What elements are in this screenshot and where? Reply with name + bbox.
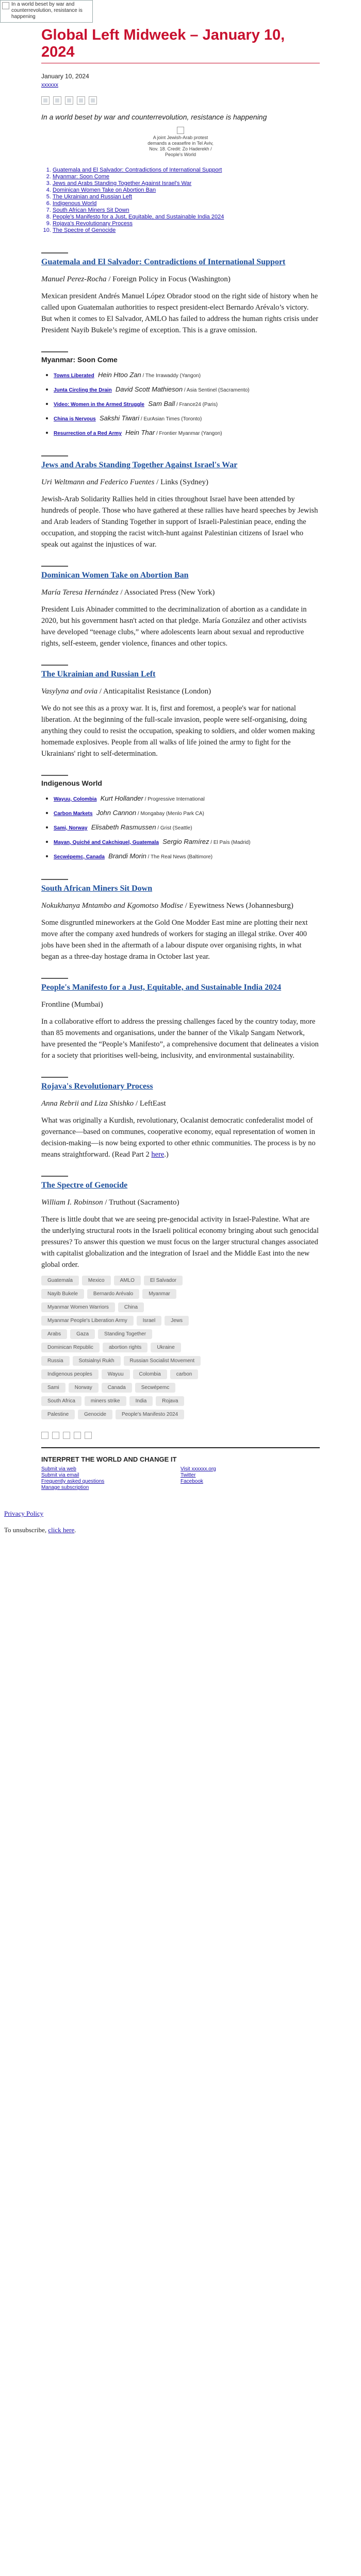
hero-image: [147, 127, 214, 158]
article-body: There is little doubt that we are seeing pre-genocidal activity in Israel-Palestine. What are the underlying structural roots in the Israeli political economy bringing about such genocidal pressures? To answer this question we must focus on the larger structural changes associated with capitalist globalization and the integration of Israel and the Middle East into the new global order.: [41, 1215, 319, 1269]
article-body: Jewish-Arab Solidarity Rallies held in cities throughout Israel have been attended by hundreds of people. Those who have gathered at these rallies have heard speeches by Jewish and Arab leaders of Standing Together in support of Israeli-Palestinian peace, ending the occupation, and stopping the racist witch-hunt against Palestinian citizens of Israel who speak out against the injustices of war.: [41, 495, 318, 549]
tag-chip[interactable]: Russian Socialist Movement: [124, 1356, 201, 1366]
article-byline: [41, 901, 320, 911]
tag-chip[interactable]: Canada: [102, 1383, 132, 1393]
item-link[interactable]: Video: Women in the Armed Struggle: [54, 402, 144, 408]
intro-text: In a world beset by war and counterrevolution, resistance is happening: [41, 113, 267, 121]
unsubscribe-tail: .: [74, 1526, 76, 1534]
item-source: / The Real News (Baltimore): [146, 854, 213, 860]
email-icon[interactable]: [74, 1432, 81, 1439]
byline-source: / Anticapitalist Resistance (London): [97, 687, 211, 696]
item-source: / EurAsian Times (Toronto): [139, 416, 202, 422]
section-divider: [41, 879, 68, 880]
tag-chip[interactable]: Russia: [41, 1356, 70, 1366]
tag-chip[interactable]: Ukraine: [151, 1343, 180, 1352]
article-byline: [41, 1197, 320, 1208]
section-divider: [41, 566, 68, 567]
footer-link[interactable]: Submit via web: [41, 1466, 76, 1472]
tag-chip[interactable]: Myanmar Women Warriors: [41, 1302, 115, 1312]
item-source: / Mongabay (Menlo Park CA): [136, 811, 204, 817]
section-divider: [41, 665, 68, 666]
tag-chip[interactable]: People's Manifesto 2024: [116, 1410, 184, 1419]
article-byline: [41, 1098, 320, 1109]
newsletter-body: [41, 0, 320, 1439]
byline-authors: Anna Rebrii and Liza Shishko: [41, 1099, 134, 1108]
unsubscribe-text: To unsubscribe,: [4, 1526, 48, 1534]
article-title[interactable]: Dominican Women Take on Abortion Ban: [41, 571, 189, 580]
toc-link[interactable]: Dominican Women Take on Abortion Ban: [53, 187, 156, 193]
broken-image-icon: [177, 127, 184, 134]
page-footer: [0, 1501, 361, 1550]
item-source: / Grist (Seattle): [156, 825, 192, 831]
byline-authors: Vasylyna and ovia: [41, 687, 98, 696]
article-title[interactable]: The Spectre of Genocide: [41, 1181, 128, 1190]
tag-chip[interactable]: Nayib Bukele: [41, 1289, 84, 1299]
item-source: / France24 (Paris): [175, 402, 218, 408]
tag-chip[interactable]: India: [129, 1396, 153, 1406]
hero-caption: A joint Jewish-Arab protest demands a ceasefire in Tel Aviv, Nov. 18. Credit: Zo Haderekh / People's World: [147, 135, 214, 157]
list-item: [54, 414, 320, 423]
tag-chip[interactable]: miners strike: [85, 1396, 126, 1406]
article-title[interactable]: Guatemala and El Salvador: Contradictions of International Support: [41, 258, 286, 266]
item-link[interactable]: Sami, Norway: [54, 825, 88, 831]
list-item: [54, 400, 320, 409]
toc-link[interactable]: People's Manifesto for a Just, Equitable, and Sustainable India 2024: [53, 214, 224, 220]
byline-authors: Nokukhanya Mntambo and Kgomotso Modise: [41, 902, 183, 910]
tag-chip[interactable]: Dominican Republic: [41, 1343, 100, 1352]
toc-link[interactable]: Indigenous World: [53, 200, 97, 207]
list-item: [54, 371, 320, 380]
tag-chip[interactable]: Myanmar People's Liberation Army: [41, 1316, 134, 1326]
article-title[interactable]: Jews and Arabs Standing Together Against Israel's War: [41, 461, 238, 469]
tag-chip[interactable]: Indigenous peoples: [41, 1369, 99, 1379]
body-text: What was originally a Kurdish, revolutionary, Ocalanist democratic confederalist model of governance—based on communes, cooperative economy, equal representation of women in decision-making—is now being exported to other ethnic communities. The process is by no means straightforward. (Read Part 2: [41, 1116, 316, 1159]
footer-link[interactable]: Submit via email: [41, 1472, 79, 1478]
body-tail: .): [164, 1150, 169, 1159]
byline-source: / Eyewitness News (Johannesburg): [183, 902, 293, 910]
byline-source: / Truthout (Sacramento): [103, 1198, 179, 1207]
toc-link[interactable]: Jews and Arabs Standing Together Against Israel's War: [53, 180, 192, 187]
list-item: [54, 838, 320, 847]
section-divider: [41, 455, 68, 456]
tag-chip[interactable]: Israel: [137, 1316, 161, 1326]
section-heading-indigenous: Indigenous World: [41, 779, 102, 787]
article-body: [41, 1115, 320, 1160]
tag-chip[interactable]: Gaza: [70, 1329, 95, 1339]
toc-link[interactable]: The Ukrainian and Russian Left: [53, 194, 133, 200]
byline-source: / Associated Press (New York): [118, 588, 215, 597]
footer-link[interactable]: Manage subscription: [41, 1485, 89, 1490]
item-link[interactable]: Mayan, Quiché and Cakchiquel, Guatemala: [54, 840, 159, 845]
list-item: [54, 385, 320, 395]
tag-chip[interactable]: Myanmar: [142, 1289, 176, 1299]
byline-source: / Foreign Policy in Focus (Washington): [106, 275, 231, 283]
footer-left-links: [41, 1466, 180, 1491]
item-author: Sam Ball: [148, 400, 175, 408]
article-body: Mexican president Andrés Manuel López Obrador stood on the right side of history when he called upon Guatemalan authorities to respect president-elect Bernardo Arévalo’s victory. But when it comes to El Salvador, AMLO has failed to address the human rights crisis under President Nayib Bukele’s regime of exception. This is a grave omission.: [41, 292, 319, 334]
unsubscribe-link[interactable]: click here: [48, 1526, 75, 1534]
article-byline: [41, 274, 320, 284]
tag-chip[interactable]: Palestine: [41, 1410, 75, 1419]
footer-heading: INTERPRET THE WORLD AND CHANGE IT: [41, 1455, 177, 1463]
item-link[interactable]: Carbon Markets: [54, 811, 93, 817]
item-author: John Cannon: [96, 809, 137, 817]
item-source: / Asia Sentinel (Sacramento): [183, 387, 250, 393]
item-author: Elisabeth Rasmussen: [91, 823, 156, 831]
article-body: In a collaborative effort to address the pressing challenges faced by the country today, more than 85 movements and organisations, under the banner of the Vikalp Sangam Network, have presented the “People’s Manifesto”, a comprehensive document that delineates a vision for a society that prioritises well-being, inclusivity, and environmental sustainability.: [41, 1018, 319, 1060]
share-linkedin-icon[interactable]: [65, 96, 73, 105]
share-print-icon[interactable]: [89, 96, 97, 105]
item-source: / Progressive International: [143, 796, 205, 802]
tag-chip[interactable]: Genocide: [78, 1410, 112, 1419]
tag-chip[interactable]: AMLO: [114, 1276, 141, 1285]
byline-authors: Manuel Perez-Rocha: [41, 275, 107, 283]
list-item: [54, 809, 320, 818]
list-item: [54, 794, 320, 804]
facebook-icon[interactable]: [41, 1432, 48, 1439]
byline-authors: Uri Weltmann and Federico Fuentes: [41, 478, 155, 486]
section-divider: [41, 1077, 68, 1078]
item-author: Hein Thar: [125, 429, 155, 436]
section-divider: [41, 351, 68, 352]
footer-link[interactable]: Facebook: [180, 1479, 203, 1484]
read-part-2-link[interactable]: here: [151, 1150, 165, 1159]
byline-source: / LeftEast: [134, 1099, 166, 1108]
footer-link[interactable]: Visit xxxxxx.org: [180, 1466, 216, 1472]
byline-authors: William I. Robinson: [41, 1198, 103, 1207]
article-title[interactable]: People's Manifesto for a Just, Equitable, and Sustainable India 2024: [41, 983, 282, 992]
tag-chip[interactable]: Guatemala: [41, 1276, 79, 1285]
article-title[interactable]: The Ukrainian and Russian Left: [41, 670, 156, 679]
item-link[interactable]: Wayuu, Colombia: [54, 796, 97, 802]
tag-chip[interactable]: South Africa: [41, 1396, 81, 1406]
myanmar-link-list: [41, 371, 320, 438]
share-facebook-icon[interactable]: [41, 96, 50, 105]
article-body: We do not see this as a proxy war. It is, first and foremost, a people's war for national liberation. At the beginning of the full-scale invasion, people were self-organising, doing anything they could to resist the occupation, speaking to soldiers, and older women making homemade explosives. People from all walks of life joined the army to fight for the Ukrainians' right to self-determination.: [41, 704, 315, 758]
tag-chip[interactable]: Bernardo Arévalo: [87, 1289, 139, 1299]
item-author: Hein Htoo Zan: [97, 371, 141, 379]
tag-chip[interactable]: carbon: [170, 1369, 199, 1379]
tag-chip[interactable]: China: [118, 1302, 144, 1312]
toc-link[interactable]: Myanmar: Soon Come: [53, 174, 110, 180]
item-author: David Scott Mathieson: [116, 385, 183, 393]
logo-alt-text: In a world beset by war and counterrevolution, resistance is happening: [11, 2, 83, 20]
footer-right-links: [180, 1466, 320, 1491]
social-icons: [41, 1432, 320, 1439]
share-icons: [41, 96, 320, 105]
item-author: Brandi Morin: [108, 852, 146, 860]
section-divider: [41, 978, 68, 979]
article-byline: [41, 587, 320, 598]
section-heading-myanmar: Myanmar: Soon Come: [41, 355, 118, 364]
tag-list: [41, 1276, 211, 1419]
item-link[interactable]: Towns Liberated: [54, 373, 94, 379]
tag-chip[interactable]: Sami: [41, 1383, 65, 1393]
toc-link[interactable]: Guatemala and El Salvador: Contradictions of International Support: [53, 167, 222, 173]
toc-link[interactable]: South African Miners Sit Down: [53, 207, 129, 213]
tag-chip[interactable]: El Salvador: [144, 1276, 183, 1285]
article-title[interactable]: Rojava's Revolutionary Process: [41, 1082, 153, 1091]
list-item: [54, 823, 320, 833]
item-link[interactable]: China is Nervous: [54, 416, 96, 422]
newsletter-title: Global Left Midweek – January 10, 2024: [41, 27, 320, 63]
privacy-policy-link[interactable]: Privacy Policy: [4, 1510, 44, 1517]
table-of-contents: [41, 167, 320, 234]
item-author: Sakshi Tiwari: [99, 414, 140, 422]
item-source: / El País (Madrid): [209, 840, 251, 845]
byline-authors: María Teresa Hernández: [41, 588, 119, 597]
tag-chip[interactable]: abortion rights: [103, 1343, 147, 1352]
section-divider: [41, 252, 68, 253]
item-author: Sergio Ramírez: [162, 838, 209, 845]
tag-chip[interactable]: Norway: [69, 1383, 99, 1393]
share-twitter-icon[interactable]: [53, 96, 61, 105]
indigenous-link-list: [41, 794, 320, 861]
tag-chip[interactable]: Colombia: [133, 1369, 167, 1379]
broken-image-icon: [2, 2, 9, 9]
footer-link[interactable]: Frequently asked questions: [41, 1479, 105, 1484]
newsletter-footer: [41, 1447, 320, 1491]
tag-chip[interactable]: Mexico: [82, 1276, 111, 1285]
tag-chip[interactable]: Standing Together: [98, 1329, 152, 1339]
item-source: / Frontier Myanmar (Yangon): [155, 431, 222, 436]
linkedin-icon[interactable]: [63, 1432, 70, 1439]
item-source: / The Irrawaddy (Yangon): [141, 373, 201, 379]
section-divider: [41, 775, 68, 776]
tag-chip[interactable]: Sotsialnyi Rukh: [73, 1356, 121, 1366]
article-byline: [41, 477, 320, 487]
twitter-icon[interactable]: [52, 1432, 59, 1439]
issue-date: January 10, 2024: [41, 73, 89, 80]
section-divider: [41, 1176, 68, 1177]
byline-source: / Links (Sydney): [154, 478, 208, 486]
tag-chip[interactable]: Wayuu: [102, 1369, 130, 1379]
tag-chip[interactable]: Rojava: [156, 1396, 184, 1406]
item-link[interactable]: Secwépemc, Canada: [54, 854, 105, 860]
toc-link[interactable]: The Spectre of Genocide: [53, 227, 116, 233]
tag-chip[interactable]: Secwépemc: [135, 1383, 175, 1393]
site-link[interactable]: xxxxxx: [41, 82, 58, 88]
article-title[interactable]: South African Miners Sit Down: [41, 884, 153, 893]
list-item: [54, 429, 320, 438]
share-email-icon[interactable]: [77, 96, 85, 105]
article-body: Some disgruntled mineworkers at the Gold One Modder East mine are plotting their next move after the company axed hundreds of workers for staging an illegal strike. Over 400 jobs have been shed in the aftermath of a labour dispute over organising rights, in what began as a three-day hostage drama in October last year.: [41, 919, 308, 961]
article-byline: [41, 686, 320, 697]
print-icon[interactable]: [85, 1432, 92, 1439]
article-byline: [41, 999, 320, 1010]
item-link[interactable]: Junta Circling the Drain: [54, 387, 112, 393]
tag-chip[interactable]: Arabs: [41, 1329, 67, 1339]
tag-chip[interactable]: Jews: [165, 1316, 189, 1326]
byline-source: Frontline (Mumbai): [41, 1001, 103, 1009]
toc-link[interactable]: Rojava's Revolutionary Process: [53, 221, 133, 227]
list-item: [54, 852, 320, 861]
footer-link[interactable]: Twitter: [180, 1472, 196, 1478]
item-author: Kurt Hollander: [100, 794, 143, 802]
article-body: President Luis Abinader committed to the decriminalization of abortion as a candidate in 2020, but his government hasn't acted on that pledge. María González and other activists have developed “teenage clubs,” where adolescents learn about sexual and reproductive rights, self-esteem, gender violence, finances and other topics.: [41, 605, 307, 648]
item-link[interactable]: Resurrection of a Red Army: [54, 431, 122, 436]
